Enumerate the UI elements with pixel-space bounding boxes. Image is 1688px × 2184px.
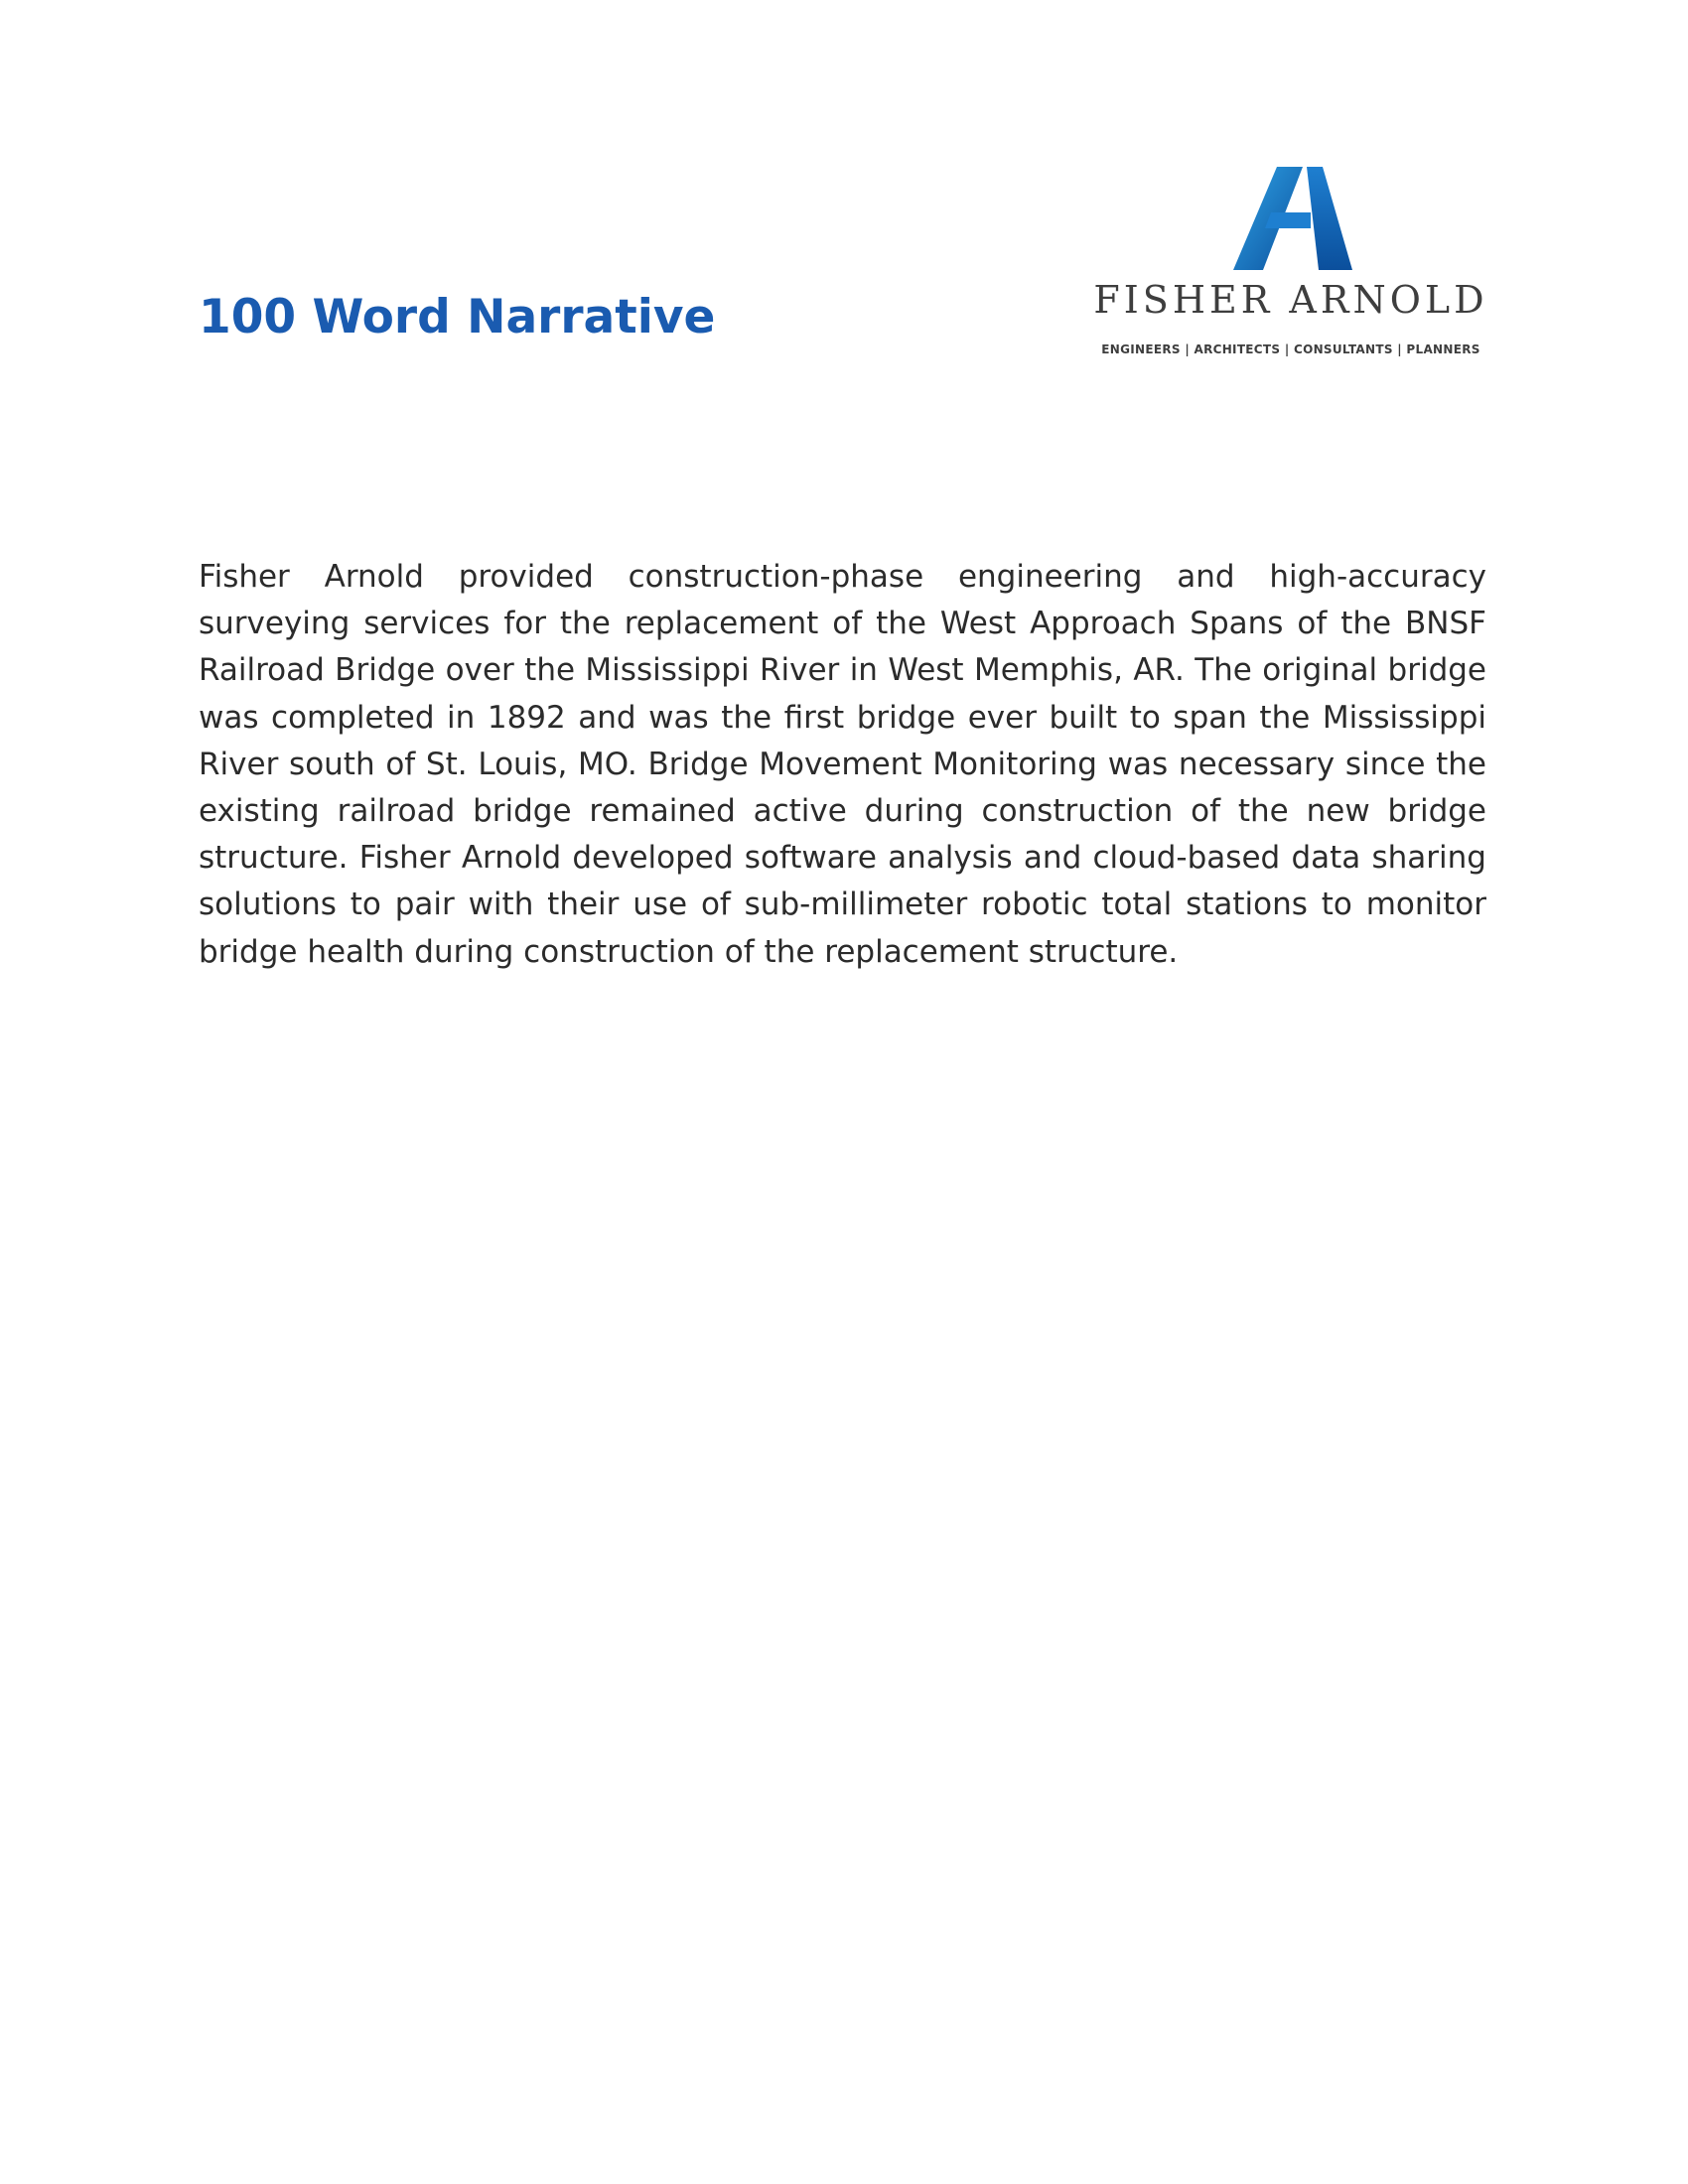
fisher-arnold-fa-mark-icon (1233, 167, 1352, 270)
logo-company-name: FISHER ARNOLD (1093, 278, 1488, 322)
narrative-paragraph: Fisher Arnold provided construction-phase engineering and high-accuracy surveying services for the replacement of the West Approach Spans of the BNSF Railroad Bridge over the Mississippi River in West Memphis, AR. The original bridge was completed in 1892 and was the first bridge ever built to span the Mississippi River south of St. Louis, MO. Bridge Movement Monitoring was necessary since the existing railroad bridge remained active during construction of the new bridge structure. Fisher Arnold developed software analysis and cloud-based data sharing solutions to pair with their use of sub-millimeter robotic total stations to monitor bridge health during construction of the replacement structure. (199, 559, 1486, 970)
fisher-arnold-logo (1082, 159, 1499, 367)
page-title: 100 Word Narrative (199, 290, 716, 344)
logo-tagline: ENGINEERS | ARCHITECTS | CONSULTANTS | PLANNERS (1101, 342, 1480, 356)
